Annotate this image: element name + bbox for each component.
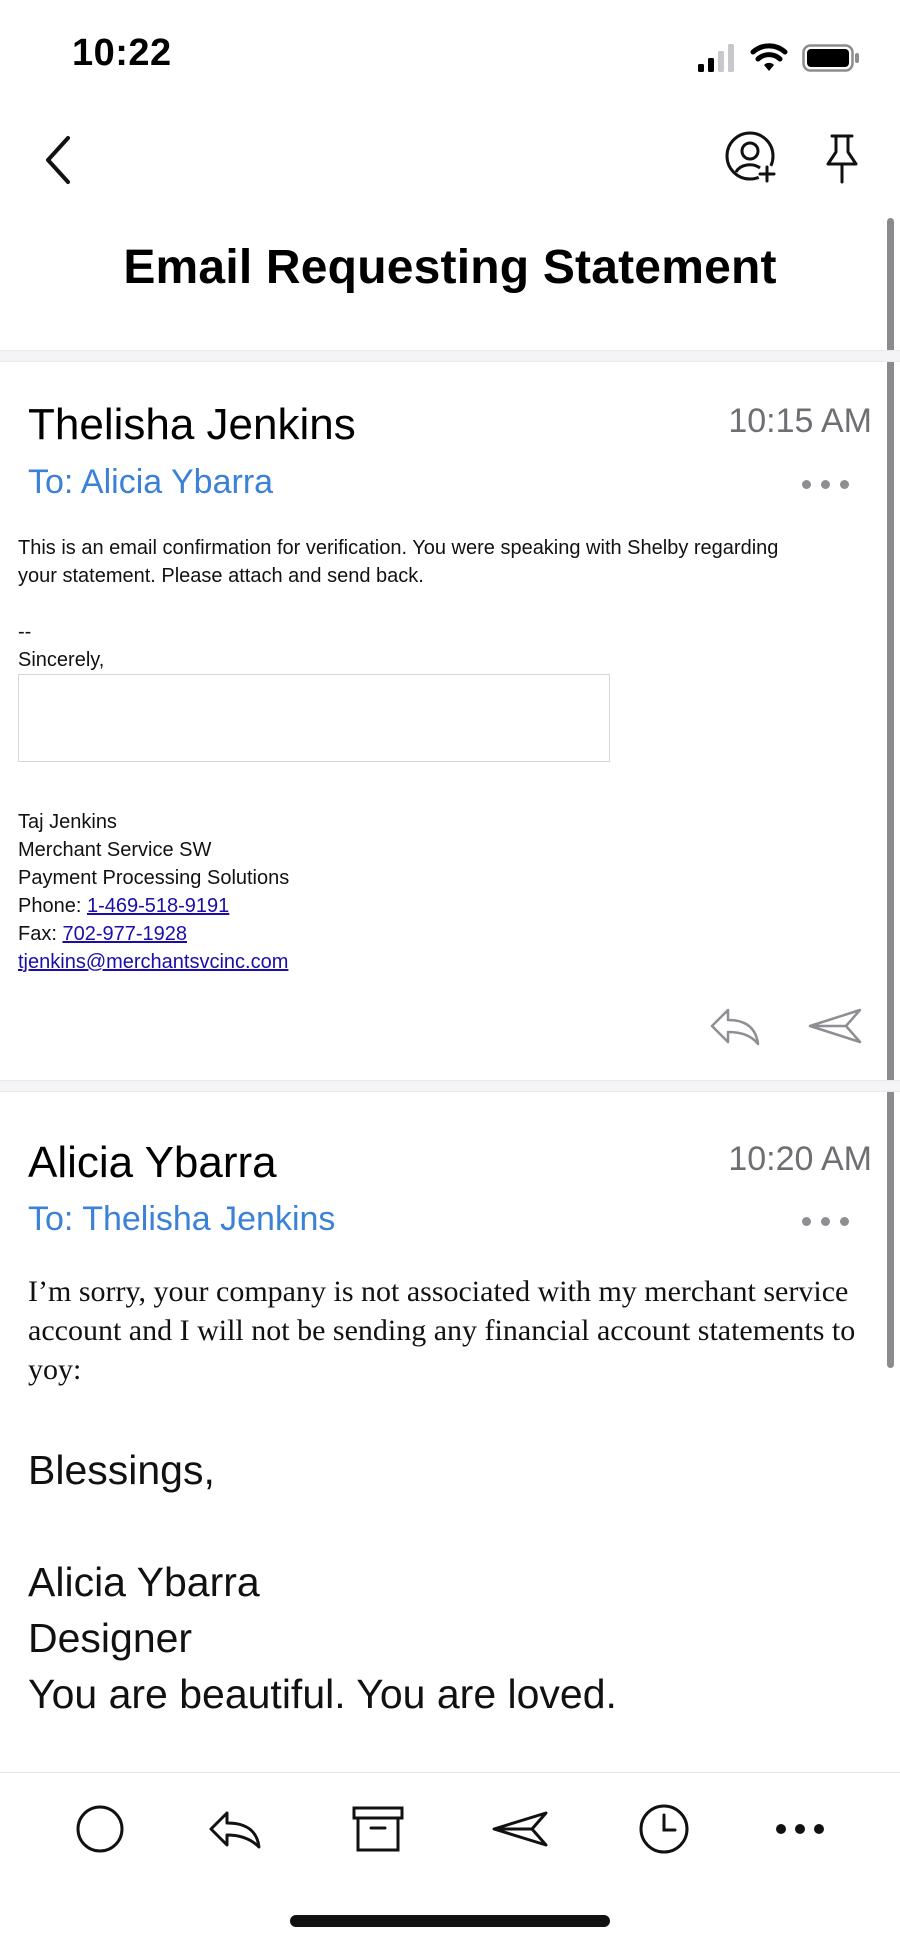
forward-icon [490, 1807, 550, 1851]
signature-email-row [18, 948, 289, 976]
signature-phone-row [18, 892, 289, 920]
message-divider [0, 1080, 900, 1092]
signature-image-placeholder [18, 674, 610, 762]
reply-button[interactable] [708, 1004, 762, 1053]
signature-title: Designer [28, 1615, 193, 1661]
message-actions [708, 1004, 864, 1053]
message-time: 10:15 AM [728, 402, 872, 440]
body-line: This is an email confirmation for verification. You were speaking with Shelby regarding [18, 537, 779, 559]
message-body: I’m sorry, your company is not associated with my merchant service account and I will not be sending any financial account statements to yoy: [28, 1275, 856, 1386]
signature-name: Alicia Ybarra [28, 1559, 260, 1605]
signature-fax-row [18, 920, 289, 948]
pin-icon [820, 130, 864, 186]
closing: Blessings, [28, 1447, 215, 1493]
ellipsis-icon [802, 480, 811, 489]
home-indicator[interactable] [290, 1915, 610, 1927]
reply-icon [207, 1807, 263, 1851]
signature-dash: -- [18, 621, 32, 643]
status-time: 10:22 [72, 32, 172, 74]
recipient-line[interactable]: To: Alicia Ybarra [28, 463, 274, 501]
mark-unread-button[interactable] [68, 1797, 132, 1861]
message-time: 10:20 AM [728, 1140, 872, 1178]
body-line: your statement. Please attach and send back. [18, 565, 424, 587]
wifi-icon [750, 43, 788, 73]
closing: Sincerely, [18, 649, 105, 671]
add-contact-button[interactable] [722, 128, 782, 188]
signal-icon [698, 44, 736, 72]
navigation-bar [0, 120, 900, 200]
signature-company: Merchant Service SW [18, 839, 212, 861]
signature-block [18, 808, 289, 976]
bottom-toolbar [0, 1772, 900, 1883]
snooze-button[interactable] [632, 1797, 696, 1861]
nav-actions [722, 128, 872, 188]
ellipsis-icon [774, 1822, 826, 1836]
fax-link[interactable]: 702-977-1928 [62, 923, 188, 945]
back-button[interactable] [38, 130, 78, 190]
phone-label: Phone: [18, 895, 87, 917]
status-bar [0, 0, 900, 110]
message-more-button[interactable] [796, 1211, 856, 1231]
clock-icon [637, 1802, 691, 1856]
archive-button[interactable] [346, 1797, 410, 1861]
signature-dept: Payment Processing Solutions [18, 867, 290, 889]
email-link[interactable]: tjenkins@merchantsvcinc.com [18, 951, 289, 973]
ellipsis-icon [802, 1217, 811, 1226]
chevron-left-icon [38, 130, 78, 190]
scrollbar[interactable] [887, 218, 894, 1368]
phone-link[interactable]: 1-469-518-9191 [86, 895, 230, 917]
reply-icon [708, 1004, 762, 1048]
archive-icon [351, 1804, 405, 1854]
sender-name[interactable]: Alicia Ybarra [28, 1138, 277, 1187]
circle-icon [74, 1803, 126, 1855]
more-actions-button[interactable] [768, 1797, 832, 1861]
message-body [18, 534, 888, 674]
status-icons [698, 40, 860, 76]
signature-block [28, 1442, 617, 1722]
signature-tagline: You are beautiful. You are loved. [28, 1671, 617, 1717]
signature-name: Taj Jenkins [18, 811, 117, 833]
reply-button[interactable] [203, 1797, 267, 1861]
battery-icon [802, 44, 860, 72]
forward-icon [806, 1004, 864, 1048]
message-more-button[interactable] [796, 474, 856, 494]
forward-button[interactable] [488, 1797, 552, 1861]
fax-label: Fax: [18, 923, 63, 945]
message-divider [0, 350, 900, 362]
add-person-icon [724, 130, 780, 186]
sender-name[interactable]: Thelisha Jenkins [28, 400, 356, 449]
forward-button[interactable] [806, 1004, 864, 1053]
recipient-line[interactable]: To: Thelisha Jenkins [28, 1200, 336, 1238]
pin-button[interactable] [812, 128, 872, 188]
email-subject: Email Requesting Statement [123, 241, 777, 294]
